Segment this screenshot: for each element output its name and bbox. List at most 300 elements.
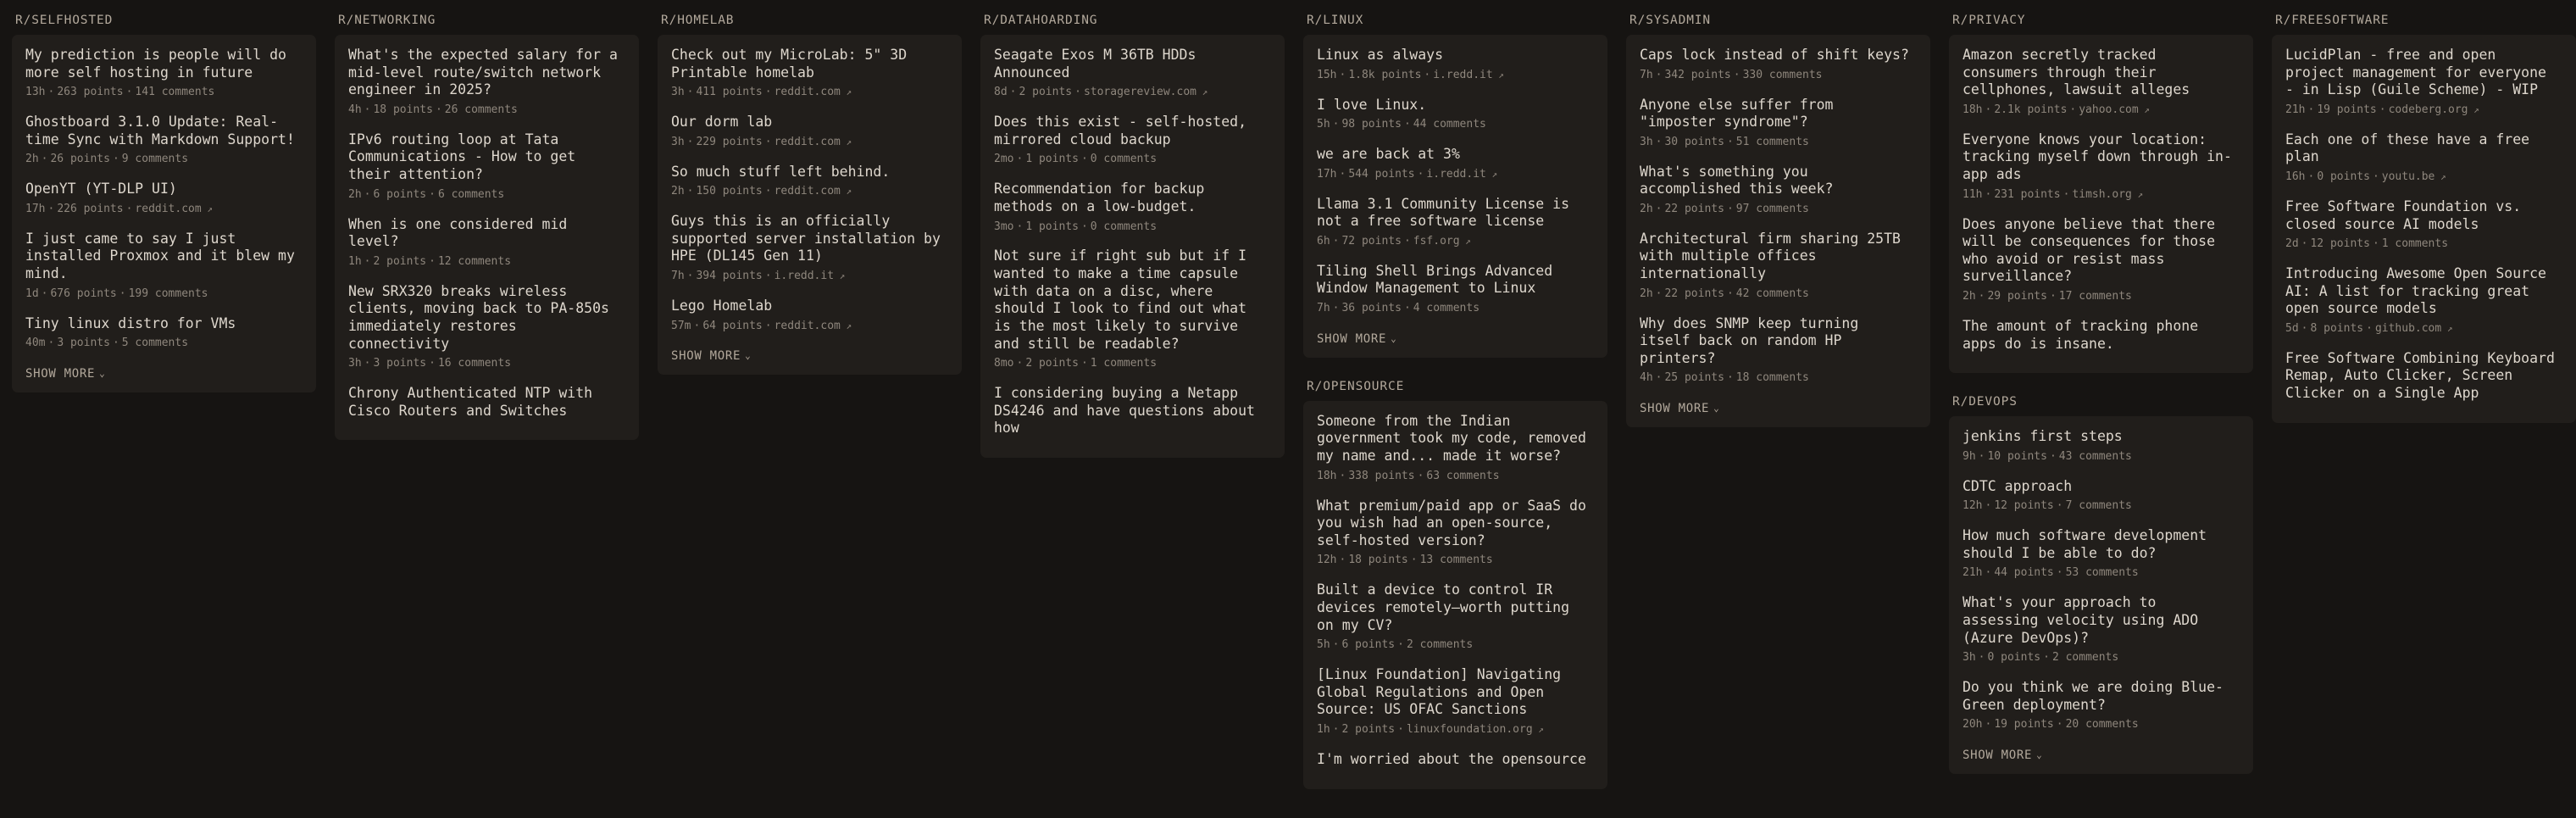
post-item (1317, 196, 1594, 249)
post-age: 1h (348, 254, 362, 268)
post-item (25, 315, 303, 352)
post-item (671, 164, 948, 200)
post-points: 64 points (702, 319, 763, 332)
subreddit-heading[interactable]: R/NETWORKING (338, 14, 436, 27)
post-item (994, 47, 1271, 100)
post-title-link[interactable]: Chrony Authenticated NTP with Cisco Routers and Switches (348, 385, 593, 419)
chevron-down-icon: ⌄ (99, 368, 106, 380)
post-points: 263 points (57, 86, 124, 99)
meta-separator: · (2372, 237, 2379, 251)
post-meta (1640, 287, 1917, 302)
chevron-down-icon: ⌄ (1713, 403, 1720, 415)
post-domain[interactable]: timsh.org (2072, 187, 2132, 201)
post-title-link[interactable]: When is one considered mid level? (348, 215, 568, 250)
post-age: 4h (1640, 371, 1653, 385)
external-link-icon: ↗ (1492, 69, 1504, 81)
post-comments[interactable]: 63 comments (1426, 469, 1500, 482)
meta-separator: · (1655, 287, 1663, 300)
meta-separator: · (764, 319, 772, 332)
post-comments[interactable]: 17 comments (2058, 290, 2132, 303)
post-comments[interactable]: 43 comments (2058, 449, 2132, 463)
post-comments[interactable]: 2 comments (2051, 651, 2119, 665)
post-meta (671, 136, 948, 150)
post-comments[interactable]: 7 comments (2065, 499, 2132, 513)
post-comments[interactable]: 13 comments (1419, 554, 1493, 567)
subreddit-heading[interactable]: R/PRIVACY (1952, 14, 2026, 27)
post-age: 8d (994, 86, 1008, 99)
meta-separator: · (2069, 103, 2077, 116)
post-title-link[interactable]: Amazon secretly tracked consumers through their cellphones, lawsuit alleges (1963, 47, 2190, 98)
post-domain[interactable]: reddit.com (774, 319, 841, 332)
meta-separator: · (1397, 638, 1404, 652)
post-age: 3h (1640, 135, 1653, 148)
post-comments[interactable]: 141 comments (135, 86, 215, 99)
post-title-link[interactable]: Anyone else suffer from "imposter syndrome"? (1640, 96, 1834, 131)
post-meta (348, 357, 625, 371)
subreddit-card (2272, 14, 2576, 423)
post-age: 5h (1317, 118, 1330, 131)
post-item (2285, 265, 2562, 337)
post-meta (25, 86, 303, 100)
post-title-link[interactable]: Free Software Combining Keyboard Remap, Auto Clicker, Screen Clicker on a Single App (2285, 349, 2555, 402)
post-age: 2h (1963, 290, 1976, 303)
post-age: 9h (1963, 449, 1976, 463)
post-age: 57m (671, 319, 691, 332)
meta-separator: · (1655, 202, 1663, 215)
post-item (348, 385, 625, 420)
post-comments[interactable]: 97 comments (1735, 202, 1809, 215)
meta-separator: · (1410, 554, 1418, 567)
post-title-link[interactable]: So much stuff left behind. (671, 163, 891, 180)
post-age: 3h (671, 86, 685, 99)
post-points: 98 points (1341, 118, 1402, 131)
post-age: 3h (671, 135, 685, 148)
post-domain[interactable]: yahoo.com (2079, 103, 2139, 116)
post-list-panel (1949, 35, 2253, 373)
meta-separator: · (1016, 357, 1024, 370)
meta-separator: · (112, 153, 119, 166)
post-title-link[interactable]: Architectural firm sharing 25TB with multiple offices internationally (1640, 230, 1901, 282)
post-age: 2h (25, 153, 39, 166)
meta-separator: · (2366, 321, 2373, 335)
post-title-link[interactable]: What's your approach to assessing velocity using ADO (Azure DevOps)? (1963, 594, 2199, 646)
post-age: 8mo (994, 357, 1014, 370)
post-title-link[interactable]: What's the expected salary for a mid-level route/switch network engineer in 2025? (348, 47, 618, 98)
post-age: 2h (1640, 287, 1653, 300)
post-comments[interactable]: 20 comments (2065, 718, 2139, 732)
post-points: 229 points (696, 135, 763, 148)
subreddit-heading[interactable]: R/HOMELAB (661, 14, 735, 27)
post-item (2285, 47, 2562, 118)
post-meta (348, 103, 625, 118)
post-age: 15h (1317, 68, 1337, 81)
post-domain[interactable]: reddit.com (135, 202, 202, 215)
post-list-panel (1949, 416, 2253, 774)
subreddit-card (12, 14, 316, 392)
post-meta (1963, 450, 2240, 465)
post-title-link[interactable]: jenkins first steps (1963, 428, 2123, 445)
post-item (25, 114, 303, 167)
post-item (1640, 231, 1917, 302)
meta-separator: · (1417, 469, 1424, 482)
post-points: 6 points (1341, 638, 1396, 652)
post-comments[interactable]: 18 comments (1735, 371, 1809, 385)
post-meta (1640, 371, 1917, 386)
post-title-link[interactable]: Do you think we are doing Blue-Green deployment? (1963, 679, 2223, 713)
meta-separator: · (2062, 187, 2070, 201)
post-title-link[interactable]: OpenYT (YT-DLP UI) (25, 181, 177, 198)
post-domain[interactable]: i.redd.it (1426, 167, 1486, 181)
post-title-link[interactable]: The amount of tracking phone apps do is insane. (1963, 317, 2199, 352)
meta-separator: · (693, 319, 701, 332)
meta-separator: · (1985, 499, 1992, 513)
post-age: 18h (1317, 469, 1337, 482)
external-link-icon: ↗ (1532, 724, 1544, 735)
post-title-link[interactable]: LucidPlan - free and open project management for everyone - in Lisp (Guile Scheme) - WIP (2285, 47, 2546, 98)
post-title-link[interactable]: Linux as always (1317, 47, 1444, 63)
post-points: 25 points (1664, 371, 1724, 385)
show-more-button[interactable] (25, 367, 106, 381)
post-meta (1963, 718, 2240, 732)
meta-separator: · (47, 86, 55, 99)
post-age: 12h (1963, 499, 1983, 513)
meta-separator: · (2056, 566, 2063, 580)
meta-separator: · (1397, 723, 1404, 736)
post-title-link[interactable]: Seagate Exos M 36TB HDDs Announced (994, 47, 1196, 81)
post-list-panel (2272, 35, 2576, 423)
post-meta (994, 86, 1271, 100)
show-more-button[interactable] (1317, 332, 1397, 346)
post-points: 1.8k points (1348, 68, 1422, 81)
post-comments[interactable]: 42 comments (1735, 287, 1809, 300)
meta-separator: · (2301, 237, 2308, 251)
post-age: 12h (1317, 554, 1337, 567)
post-item (25, 181, 303, 217)
post-item (1640, 47, 1917, 83)
post-points: 2 points (1341, 723, 1396, 736)
post-meta (671, 320, 948, 334)
post-domain[interactable]: storagereview.com (1083, 86, 1196, 99)
external-link-icon: ↗ (1196, 86, 1208, 98)
post-meta (1317, 470, 1594, 484)
post-item (994, 385, 1271, 437)
post-comments[interactable]: 1 comments (1090, 357, 1158, 370)
subreddit-heading[interactable]: R/SELFHOSTED (15, 14, 114, 27)
meta-separator: · (2056, 718, 2063, 732)
post-comments[interactable]: 44 comments (1413, 118, 1486, 131)
post-item (1963, 679, 2240, 732)
meta-separator: · (2379, 103, 2386, 116)
post-points: 8 points (2310, 321, 2364, 335)
post-title-link[interactable]: Introducing Awesome Open Source AI: A list for tracking great open source models (2285, 265, 2546, 317)
post-item (1317, 263, 1594, 316)
post-title-link[interactable]: Why does SNMP keep turning itself back on random HP printers? (1640, 314, 1859, 366)
post-points: 10 points (1987, 449, 2047, 463)
post-title-link[interactable]: Recommendation for backup methods on a low-budget. (994, 181, 1205, 214)
post-title-link[interactable]: Not sure if right sub but if I wanted to make a time capsule with data on a disc, where should I look to find out what is the most likely to survive and still be readable? (994, 248, 1247, 352)
meta-separator: · (41, 287, 48, 300)
post-item (1963, 527, 2240, 581)
post-title-link[interactable]: Does anyone believe that there will be consequences for those who avoid or resist mass surveillance? (1963, 215, 2216, 285)
post-item (348, 47, 625, 118)
post-points: 544 points (1348, 167, 1415, 181)
post-points: 18 points (1348, 554, 1408, 567)
post-domain[interactable]: linuxfoundation.org (1406, 723, 1533, 736)
meta-separator: · (1332, 723, 1340, 736)
post-age: 5h (1317, 638, 1330, 652)
post-points: 6 points (373, 187, 427, 201)
subreddit-card (980, 14, 1285, 458)
post-meta (25, 337, 303, 351)
meta-separator: · (686, 135, 694, 148)
post-age: 40m (25, 337, 46, 350)
post-title-link[interactable]: Someone from the Indian government took my code, removed my name and... made it worse? (1317, 412, 1586, 465)
post-meta (348, 188, 625, 203)
post-comments[interactable]: 26 comments (444, 103, 518, 116)
post-meta (1317, 302, 1594, 316)
post-item (671, 114, 948, 150)
meta-separator: · (125, 202, 133, 215)
post-points: 44 points (1994, 566, 2054, 580)
post-age: 2h (348, 187, 362, 201)
meta-separator: · (1332, 638, 1340, 652)
post-meta (1317, 235, 1594, 249)
post-title-link[interactable]: Tiling Shell Brings Advanced Window Management to Linux (1317, 262, 1553, 297)
post-title-link[interactable]: Everyone knows your location: tracking myself down through in-app ads (1963, 131, 2232, 183)
external-link-icon: ↗ (2434, 171, 2446, 183)
meta-separator: · (1726, 202, 1734, 215)
subreddit-heading[interactable]: R/DEVOPS (1952, 395, 2018, 409)
post-title-link[interactable]: Each one of these have a free plan (2285, 131, 2530, 165)
meta-separator: · (1403, 118, 1411, 131)
meta-separator: · (47, 337, 55, 350)
post-age: 13h (25, 86, 46, 99)
post-comments[interactable]: 0 comments (1090, 220, 1158, 233)
meta-separator: · (2301, 321, 2308, 335)
subreddit-heading[interactable]: R/SYSADMIN (1629, 14, 1711, 27)
post-age: 6h (1317, 234, 1330, 248)
post-meta (1963, 103, 2240, 118)
meta-separator: · (2049, 449, 2057, 463)
subreddit-heading[interactable]: R/FREESOFTWARE (2275, 14, 2390, 27)
post-title-link[interactable]: New SRX320 breaks wireless clients, moving back to PA-850s immediately restores connectivity (348, 282, 609, 352)
meta-separator: · (1978, 651, 1985, 665)
post-title-link[interactable]: Caps lock instead of shift keys? (1640, 47, 1909, 63)
meta-separator: · (764, 270, 772, 283)
post-age: 2d (2285, 237, 2299, 251)
meta-separator: · (1339, 469, 1346, 482)
post-comments[interactable]: 1 comments (2381, 237, 2449, 251)
post-list-panel (1303, 35, 1607, 358)
post-title-link[interactable]: I considering buying a Netapp DS4246 and have questions about how (994, 385, 1255, 437)
post-points: 2 points (1025, 357, 1079, 370)
post-domain[interactable]: github.com (2374, 321, 2442, 335)
post-title-link[interactable]: [Linux Foundation] Navigating Global Regulations and Open Source: US OFAC Sanctions (1317, 666, 1562, 718)
post-meta (1963, 651, 2240, 665)
post-item (2285, 198, 2562, 252)
meta-separator: · (1339, 68, 1346, 81)
post-meta (1640, 136, 1917, 150)
post-comments[interactable]: 9 comments (121, 153, 189, 166)
post-title-link[interactable]: Built a device to control IR devices remotely—worth putting on my CV? (1317, 582, 1570, 633)
post-title-link[interactable]: Guys this is an officially supported server installation by HPE (DL145 Gen 11) (671, 213, 941, 264)
post-points: 1 points (1025, 153, 1079, 166)
post-title-link[interactable]: I just came to say I just installed Proxmox and it blew my mind. (25, 230, 295, 282)
meta-separator: · (1332, 301, 1340, 314)
post-title-link[interactable]: Ghostboard 3.1.0 Update: Real-time Sync with Markdown Support! (25, 114, 295, 147)
post-title-link[interactable]: What's something you accomplished this week? (1640, 163, 1834, 198)
post-title-link[interactable]: How much software development should I be able to do? (1963, 527, 2207, 561)
show-more-label: SHOW MORE (671, 349, 741, 364)
post-points: 2 points (373, 254, 427, 268)
post-age: 2mo (994, 153, 1014, 166)
meta-separator: · (1016, 153, 1024, 166)
meta-separator: · (764, 86, 772, 99)
post-points: 3 points (57, 337, 110, 350)
show-more-label: SHOW MORE (25, 367, 96, 381)
subreddit-heading[interactable]: R/LINUX (1307, 14, 1364, 27)
meta-separator: · (1655, 68, 1663, 81)
meta-separator: · (1339, 554, 1346, 567)
external-link-icon: ↗ (1459, 235, 1471, 247)
post-meta (1640, 203, 1917, 217)
post-domain[interactable]: i.redd.it (774, 270, 835, 283)
post-domain[interactable]: reddit.com (774, 135, 841, 148)
post-item (348, 131, 625, 203)
post-comments[interactable]: 51 comments (1735, 135, 1809, 148)
meta-separator: · (1978, 290, 1985, 303)
post-title-link[interactable]: Check out my MicroLab: 5" 3D Printable homelab (671, 47, 908, 81)
post-item (1640, 97, 1917, 150)
post-title-link[interactable]: My prediction is people will do more self hosting in future (25, 47, 286, 81)
chevron-down-icon: ⌄ (1391, 332, 1397, 344)
post-meta (2285, 237, 2562, 252)
post-age: 4h (348, 103, 362, 116)
post-item (671, 47, 948, 100)
meta-separator: · (1733, 68, 1740, 81)
post-item (1963, 428, 2240, 465)
meta-separator: · (686, 270, 694, 283)
post-item (1963, 478, 2240, 515)
post-points: 231 points (1994, 187, 2061, 201)
post-list-panel (1303, 401, 1607, 789)
post-points: 36 points (1341, 301, 1402, 314)
post-comments[interactable]: 53 comments (2065, 566, 2139, 580)
post-comments[interactable]: 12 comments (437, 254, 512, 268)
post-item (2285, 131, 2562, 185)
post-domain[interactable]: reddit.com (774, 86, 841, 99)
post-comments[interactable]: 2 comments (1406, 638, 1474, 652)
meta-separator: · (1985, 566, 1992, 580)
subreddit-heading[interactable]: R/OPENSOURCE (1307, 379, 1405, 393)
post-points: 0 points (1987, 651, 2041, 665)
post-title-link[interactable]: IPv6 routing loop at Tata Communications - How to get their attention? (348, 131, 576, 183)
post-meta (1317, 168, 1594, 182)
post-title-link[interactable]: Free Software Foundation vs. closed source AI models (2285, 198, 2522, 232)
post-points: 19 points (2317, 103, 2377, 116)
post-item (1317, 498, 1594, 569)
post-domain[interactable]: fsf.org (1413, 234, 1460, 248)
post-age: 21h (2285, 103, 2306, 116)
post-comments[interactable]: 199 comments (128, 287, 208, 300)
post-meta (1317, 69, 1594, 83)
post-domain[interactable]: youtu.be (2381, 170, 2435, 184)
subreddit-heading[interactable]: R/DATAHOARDING (984, 14, 1098, 27)
post-points: 1 points (1025, 220, 1079, 233)
subreddit-card (1949, 395, 2253, 774)
chevron-down-icon: ⌄ (745, 350, 752, 362)
post-title-link[interactable]: I'm worried about the opensource (1317, 750, 1586, 767)
meta-separator: · (1332, 118, 1340, 131)
meta-separator: · (1074, 86, 1081, 99)
post-meta (25, 203, 303, 217)
post-domain[interactable]: i.redd.it (1433, 68, 1493, 81)
post-comments[interactable]: 16 comments (437, 357, 512, 370)
meta-separator: · (764, 185, 772, 198)
post-meta (671, 185, 948, 199)
post-title-link[interactable]: we are back at 3% (1317, 146, 1460, 163)
show-more-button[interactable] (671, 349, 752, 363)
post-domain[interactable]: codeberg.org (2388, 103, 2468, 116)
post-points: 22 points (1664, 287, 1724, 300)
meta-separator: · (1080, 220, 1088, 233)
post-age: 1h (1317, 723, 1330, 736)
post-title-link[interactable]: What premium/paid app or SaaS do you wish had an open-source, self-hosted version? (1317, 497, 1586, 548)
post-comments[interactable]: 6 comments (437, 187, 505, 201)
post-age: 7h (1317, 301, 1330, 314)
meta-separator: · (1016, 220, 1024, 233)
post-comments[interactable]: 0 comments (1090, 153, 1158, 166)
post-meta (1317, 638, 1594, 653)
show-more-button[interactable] (1640, 402, 1720, 415)
post-comments[interactable]: 5 comments (121, 337, 189, 350)
post-item (1317, 751, 1594, 769)
post-points: 29 points (1987, 290, 2047, 303)
post-title-link[interactable]: Tiny linux distro for VMs (25, 314, 236, 331)
post-title-link[interactable]: Lego Homelab (671, 297, 773, 314)
post-comments[interactable]: 4 comments (1413, 301, 1480, 314)
meta-separator: · (1417, 167, 1424, 181)
post-list-panel (335, 35, 639, 440)
meta-separator: · (1403, 234, 1411, 248)
post-domain[interactable]: reddit.com (774, 185, 841, 198)
meta-separator: · (1080, 153, 1088, 166)
meta-separator: · (764, 135, 772, 148)
post-title-link[interactable]: CDTC approach (1963, 477, 2073, 494)
post-points: 26 points (50, 153, 110, 166)
meta-separator: · (364, 187, 371, 201)
post-points: 411 points (696, 86, 763, 99)
post-item (1963, 318, 2240, 353)
meta-separator: · (686, 185, 694, 198)
meta-separator: · (1403, 301, 1411, 314)
post-title-link[interactable]: I love Linux. (1317, 96, 1427, 113)
post-comments[interactable]: 330 comments (1742, 68, 1823, 81)
show-more-button[interactable] (1963, 748, 2043, 762)
post-item (25, 231, 303, 302)
post-item (1317, 413, 1594, 484)
post-title-link[interactable]: Does this exist - self-hosted, mirrored cloud backup (994, 114, 1247, 147)
post-item (1963, 216, 2240, 304)
meta-separator: · (2307, 170, 2315, 184)
post-title-link[interactable]: Llama 3.1 Community License is not a free software license (1317, 195, 1570, 230)
meta-separator: · (1985, 718, 1992, 732)
post-age: 21h (1963, 566, 1983, 580)
post-meta (25, 153, 303, 167)
post-title-link[interactable]: Our dorm lab (671, 114, 773, 131)
post-item (25, 47, 303, 100)
meta-separator: · (2056, 499, 2063, 513)
